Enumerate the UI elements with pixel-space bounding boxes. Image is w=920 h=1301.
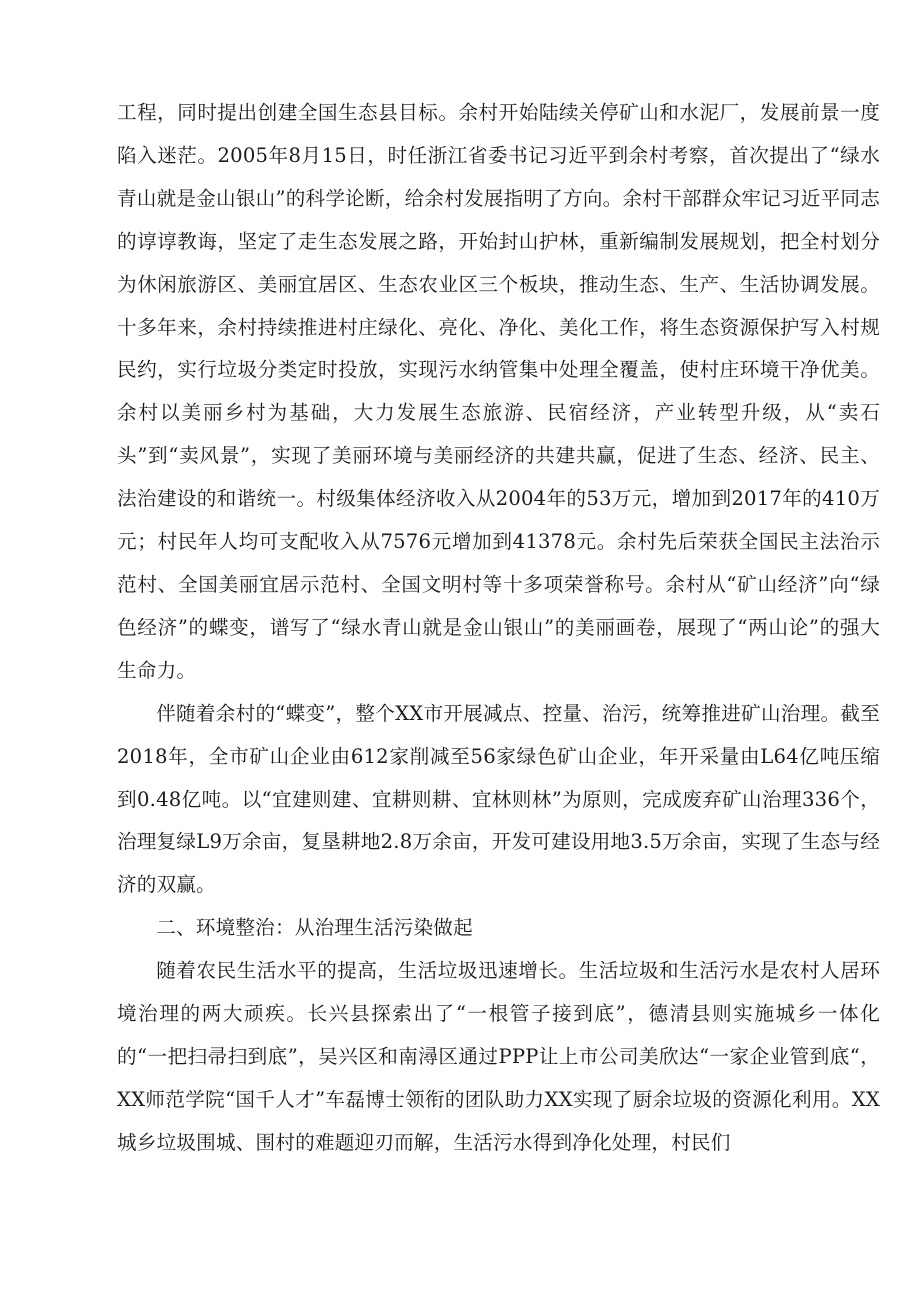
paragraph-waste-treatment: 随着农民生活水平的提高，生活垃圾迅速增长。生活垃圾和生活污水是农村人居环境治理的两大顽疾。长兴县探索出了“一根管子接到底”，德清县则实施城乡一体化的“一把扫帚扫到底”，吴兴区和南潯区通过PPP让上市公司美欣达“一家企业管到底“，XX师范学院“国千人才”车磊博士领衔的团队助力XX实现了厨余垃圾的资源化利用。XX城乡垃圾围城、围村的难题迎刃而解，生活污水得到净化处理，村民们 [117,959,880,1154]
paragraph-mine-governance: 伴随着余村的“蝶变”，整个XX市开展减点、控量、治污，统筹推进矿山治理。截至2018年，全市矿山企业由612家削减至56家绿色矿山企业，年开采量由L64亿吨压缩到0.48亿吨。以“宜建则建、宜耕则耕、宜林则林”为原则，完成废弃矿山治理336个，治理复绿L9万余亩，复垦耕地2.8万余亩，开发可建设用地3.5万余亩，实现了生态与经济的双赢。 [117,701,880,897]
section-heading: 二、环境整治：从治理生活污染做起 [156,916,473,940]
paragraph-yucun-transformation: 工程，同时提出创建全国生态县目标。余村开始陆续关停矿山和水泥厂，发展前景一度陷入迷茫。2005年8月15日，时任浙江省委书记习近平到余村考察，首次提出了“绿水青山就是金山银山”的科学论断，给余村发展指明了方向。余村干部群众牢记习近平同志的谆谆教诲，坚定了走生态发展之路，开始封山护林，重新编制发展规划，把全村划分为休闲旅游区、美丽宜居区、生态农业区三个板块，推动生态、生产、生活协调发展。十多年来，余村持续推进村庄绿化、亮化、净化、美化工作，将生态资源保护写入村规民约，实行垃圾分类定时投放，实现污水纳管集中处理全覆盖，使村庄环境干净优美。余村以美丽乡村为基础，大力发展生态旅游、民宿经济，产业转型升级，从“卖石头”到“卖风景”，实现了美丽环境与美丽经济的共建共赢，促进了生态、经济、民主、法治建设的和谐统一。村级集体经济收入从2004年的53万元，增加到2017年的410万元；村民年人均可支配收入从7576元增加到41378元。余村先后荣获全国民主法治示范村、全国美丽宜居示范村、全国文明村等十多项荣誉称号。余村从“矿山经济”向“绿色经济”的蝶变，谱写了“绿水青山就是金山银山”的美丽画卷，展现了“两山论”的强大生命力。 [117,101,880,682]
